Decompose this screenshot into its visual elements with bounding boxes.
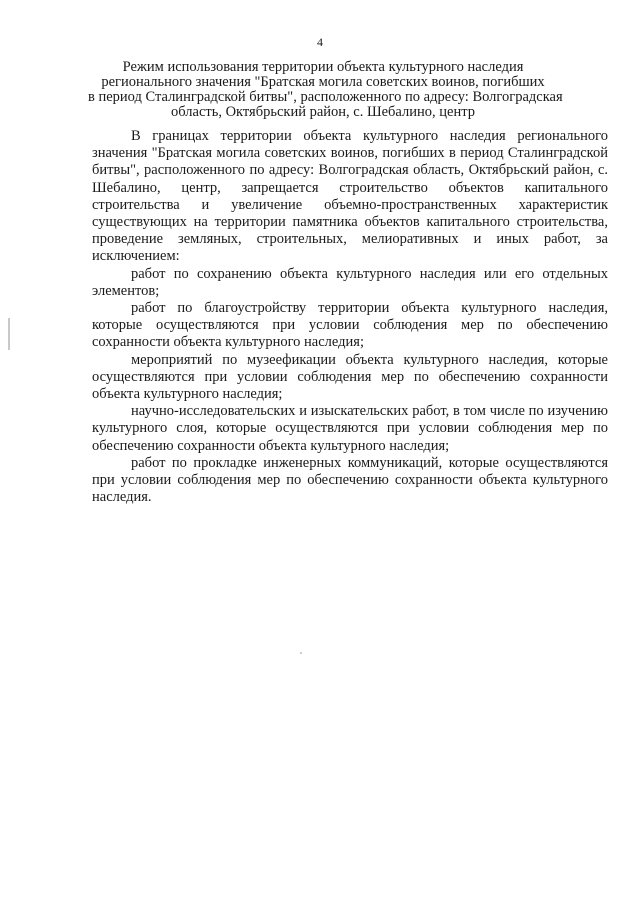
document-title [88, 59, 563, 120]
title-line: область, Октябрьский район, с. Шебалино, центр [171, 104, 475, 120]
title-line: регионального значения "Братская могила советских воинов, погибших [101, 74, 545, 90]
exception-item: работ по прокладке инженерных коммуникаций, которые осуществляются при условии соблюдения мер по обеспечению сохранности объекта культурного наследия. [92, 454, 608, 506]
intro-paragraph: В границах территории объекта культурного наследия регионального значения "Братская могила советских воинов, погибших в период Сталинградской битвы", расположенного по адресу: Волгоградская область, Октябрьский район, с. Шебалино, центр, запрещается строительство объектов капитального строительства и увеличение объемно-пространственных характеристик существующих на территории памятника объектов капитального строительства, проведение земляных, строительных, мелиоративных и иных работ, за исключением: [92, 128, 608, 265]
exception-item: научно-исследовательских и изыскательских работ, в том числе по изучению культурного слоя, которые осуществляются при условии соблюдения мер по обеспечению сохранности объекта культурного наследия; [92, 403, 608, 454]
page-number: 4 [317, 35, 323, 49]
scan-margin-mark [8, 318, 10, 350]
document-body [92, 128, 608, 506]
title-line: в период Сталинградской битвы", расположенного по адресу: Волгоградская [88, 89, 563, 105]
title-line: Режим использования территории объекта культурного наследия [122, 59, 524, 75]
scan-speck [300, 652, 302, 654]
exception-item: работ по благоустройству территории объекта культурного наследия, которые осуществляются при условии соблюдения мер по обеспечению сохранности объекта культурного наследия; [92, 300, 608, 351]
exception-item: работ по сохранению объекта культурного наследия или его отдельных элементов; [92, 265, 608, 299]
exception-item: мероприятий по музеефикации объекта культурного наследия, которые осуществляются при условии соблюдения мер по обеспечению сохранности объекта культурного наследия; [92, 351, 608, 403]
